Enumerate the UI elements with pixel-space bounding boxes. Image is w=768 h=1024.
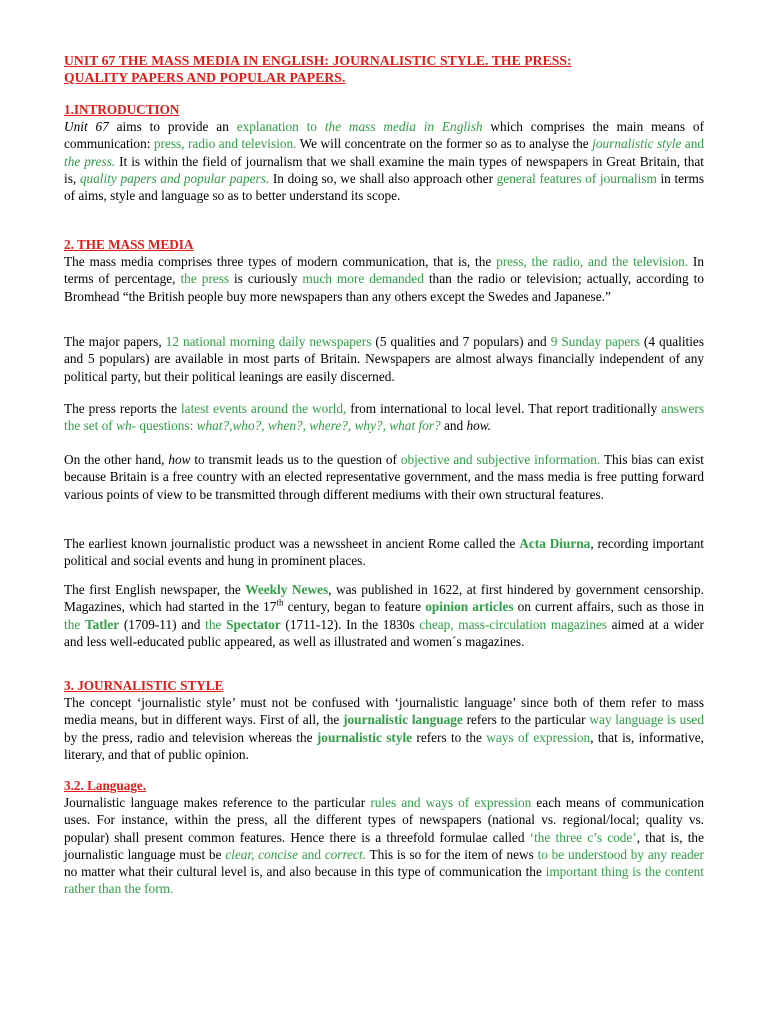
mass-media-paragraph-2 <box>64 333 704 385</box>
highlight-span: latest events around the world, <box>180 401 347 416</box>
highlight-span: answers the set of <box>64 401 705 434</box>
text-span: which comprises the main means of communication: <box>64 119 704 152</box>
journalistic-style-paragraph <box>64 694 704 763</box>
text-span: how <box>168 452 191 467</box>
mass-media-paragraph-6 <box>64 581 704 650</box>
text-span: The first English newspaper, the <box>64 582 246 597</box>
mass-media-paragraph-3 <box>64 400 704 435</box>
highlight-span: journalistic style <box>316 729 413 745</box>
highlight-span: wh- <box>116 418 137 434</box>
text-span: , recording important political and social events and hung in prominent places. <box>64 536 704 569</box>
text-span: to transmit leads us to the question of <box>190 452 401 467</box>
mass-media-paragraph-5 <box>64 535 704 570</box>
heading-mass-media: 2. THE MASS MEDIA <box>64 237 194 252</box>
section-language <box>64 777 704 898</box>
mass-media-paragraph-4-block <box>64 451 704 503</box>
highlight-span: 9 Sunday papers <box>550 334 640 349</box>
text-span: The concept ‘journalistic style’ must not be confused with ‘journalistic language’ since both of them refer to mass media means, but in different ways. First of all, the <box>64 695 704 728</box>
text-span: It is within the field of journalism that we shall examine the main types of newspapers in Great Britain, that is, <box>64 153 704 186</box>
highlight-span: Acta Diurna <box>519 536 591 551</box>
text-span: , was published in 1622, at first hindered by government censorship. Magazines, which had started in the 17 <box>64 582 704 615</box>
text-span: The earliest known journalistic product was a newssheet in ancient Rome called the <box>64 536 520 551</box>
language-paragraph <box>64 794 704 898</box>
highlight-span: and <box>298 846 325 862</box>
text-span: The press reports the <box>64 401 181 416</box>
text-span: each means of communication uses. For instance, within the press, all the different types of newspapers (national vs. regional/local; quality vs. popular) shall present common features. Hence there is a threefold formulae called <box>64 795 704 845</box>
mass-media-paragraph-5-block <box>64 535 704 570</box>
highlight-span: the press <box>180 271 230 287</box>
text-span: On the other hand, <box>64 452 169 467</box>
text-span: how. <box>466 418 492 434</box>
text-span: on current affairs, such as those in <box>513 599 705 615</box>
text-span: century, began to feature <box>283 599 426 615</box>
text-span: refers to the particular <box>462 712 590 728</box>
highlight-span: rules and ways of expression <box>370 795 532 810</box>
highlight-span: Tatler <box>84 616 120 632</box>
highlight-span: ‘the three c’s code’ <box>529 829 637 845</box>
text-span: aims to provide an <box>108 119 237 134</box>
text-span: than the radio or television; actually, according to Bromhead “the British people buy more newspapers than any others except the Swedes and Japanese.” <box>64 271 704 304</box>
mass-media-paragraph-6-block <box>64 581 704 650</box>
document-title <box>64 52 704 86</box>
heading-introduction: 1.INTRODUCTION <box>64 102 180 117</box>
text-span: We will concentrate on the former so as to analyse the <box>296 136 593 152</box>
highlight-span: questions: <box>136 418 197 434</box>
text-span: (4 qualities and 5 populars) are available in most parts of Britain. Newspapers are almost always financially independent of any political party, but their political leanings are easily discerned. <box>64 334 704 384</box>
heading-language: 3.2. Language. <box>64 778 147 793</box>
text-span: Journalistic language makes reference to the particular <box>64 795 371 810</box>
text-span: This bias can exist because Britain is a free country with an elected representative government, and the mass media is free putting forward various points of view to be transmitted through different mediums with their own structural features. <box>64 452 704 502</box>
text-span: The major papers, <box>64 334 166 349</box>
highlight-span: cheap, mass-circulation magazines <box>419 616 607 632</box>
highlight-span: important thing is the content rather than the form. <box>64 864 704 897</box>
mass-media-paragraph-4 <box>64 451 704 503</box>
intro-paragraph <box>64 118 704 204</box>
mass-media-paragraph-2-block <box>64 333 704 385</box>
highlight-span: the mass media in English <box>324 119 483 134</box>
highlight-span: to be understood by any reader <box>537 846 704 862</box>
highlight-span: journalistic style <box>592 136 682 152</box>
highlight-span: explanation to <box>236 119 325 134</box>
mass-media-paragraph-3-block <box>64 400 704 435</box>
highlight-span: and <box>681 136 704 152</box>
highlight-span: journalistic language <box>343 712 463 728</box>
highlight-span: press, the radio, and the television. <box>496 254 689 269</box>
highlight-span: clear, concise <box>225 846 299 862</box>
superscript: th <box>276 597 284 608</box>
highlight-span: quality papers and popular papers. <box>79 170 270 186</box>
highlight-span: press, radio and television. <box>153 136 297 152</box>
text-span: and <box>440 418 467 434</box>
section-introduction <box>64 101 704 204</box>
text-span: (1711-12). In the 1830s <box>280 616 420 632</box>
text-span: , that is, the journalistic language must be <box>64 829 704 862</box>
text-span: In terms of percentage, <box>64 254 704 287</box>
text-span: refers to the <box>412 729 487 745</box>
text-span: The mass media comprises three types of modern communication, that is, the <box>64 254 497 269</box>
highlight-span: ways of expression <box>486 729 591 745</box>
heading-journalistic-style: 3. JOURNALISTIC STYLE <box>64 678 224 693</box>
text-span: (5 qualities and 7 populars) and <box>371 334 551 349</box>
title-line-1: UNIT 67 THE MASS MEDIA IN ENGLISH: JOURNALISTIC STYLE. THE PRESS: <box>64 53 572 68</box>
section-journalistic-style <box>64 677 704 763</box>
text-span: from international to local level. That report traditionally <box>346 401 662 416</box>
text-span: (1709-11) and <box>119 616 206 632</box>
highlight-span: way language is used <box>589 712 704 728</box>
text-span: in terms of aims, style and language so as to better understand its scope. <box>64 170 704 204</box>
text-span: by the press, radio and television whereas the <box>64 729 317 745</box>
text-span: is curiously <box>229 271 303 287</box>
highlight-span: correct. <box>324 846 366 862</box>
highlight-span: the <box>205 616 227 632</box>
highlight-span: general features of journalism <box>496 170 657 186</box>
mass-media-paragraph-1 <box>64 253 704 305</box>
section-mass-media <box>64 236 704 305</box>
highlight-span: Spectator <box>226 616 281 632</box>
highlight-span: the press. <box>64 153 116 169</box>
text-span: aimed at a wider and less well-educated public appeared, as well as illustrated and women´s magazines. <box>64 616 704 649</box>
title-line-2: QUALITY PAPERS AND POPULAR PAPERS. <box>64 70 346 85</box>
highlight-span: what?,who?, when?, where?, why?, what for? <box>196 418 441 434</box>
text-span: , that is, informative, literary, and that of public opinion. <box>64 729 704 762</box>
text-span: Unit 67 <box>64 119 109 134</box>
highlight-span: Weekly Newes <box>245 582 329 597</box>
highlight-span: objective and subjective information. <box>400 452 601 467</box>
text-span: In doing so, we shall also approach other <box>269 170 497 186</box>
text-span: no matter what their cultural level is, and also because in this type of communication the <box>64 864 546 880</box>
text-span: This is so for the item of news <box>365 846 538 862</box>
highlight-span: much more demanded <box>302 271 424 287</box>
highlight-span: 12 national morning daily newspapers <box>165 334 372 349</box>
highlight-span: the <box>64 616 85 632</box>
highlight-span: opinion articles <box>425 599 514 615</box>
